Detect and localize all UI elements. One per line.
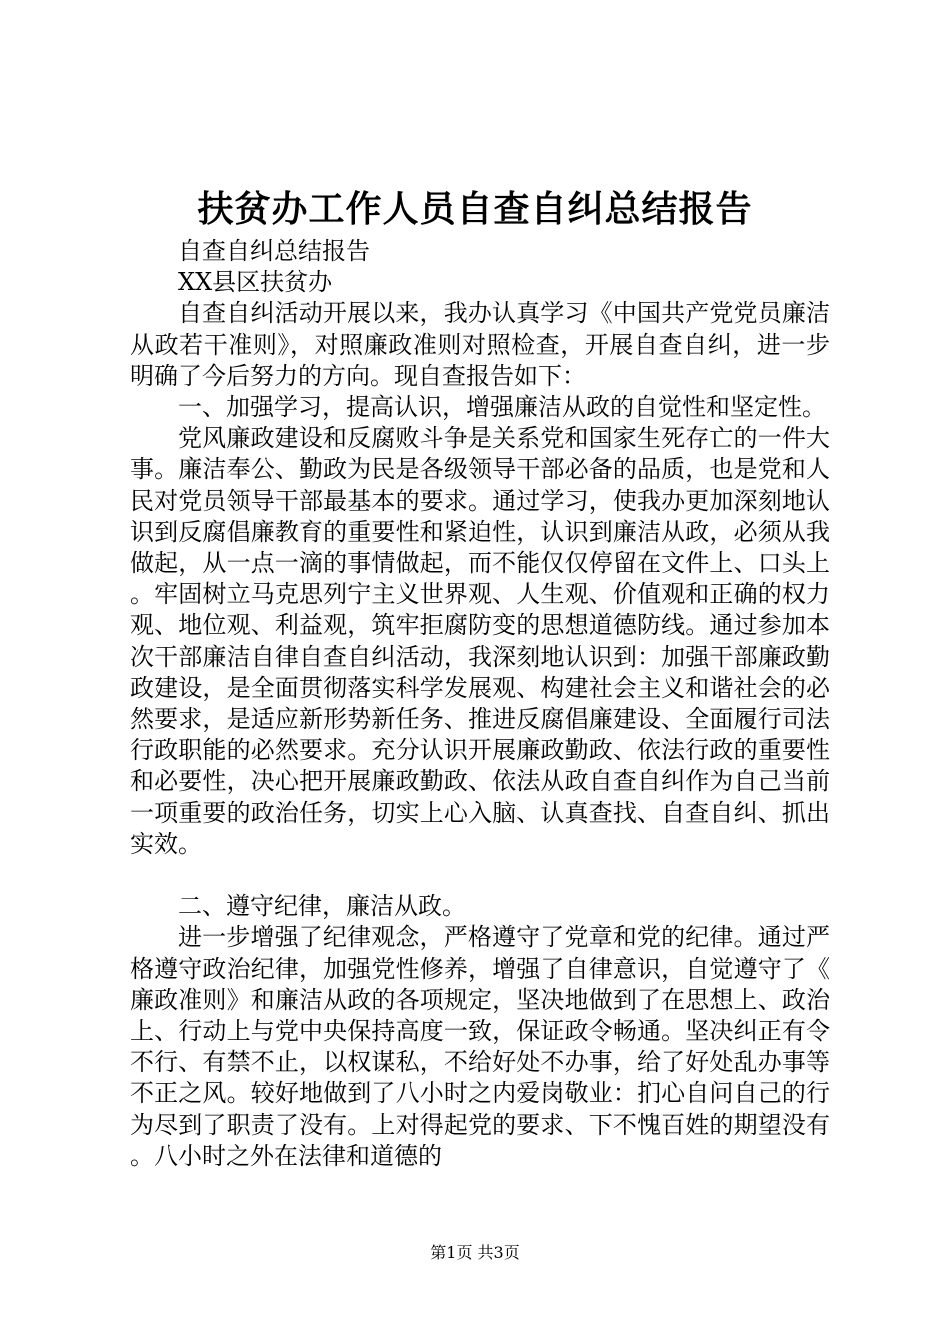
page-footer: 第1页 共3页 <box>430 1243 520 1262</box>
organization-name: XX县区扶贫办 <box>178 268 333 297</box>
intro-paragraph: 自查自纠活动开展以来，我办认真学习《中国共产党党员廉洁从政若干准则》，对照廉政准则对照检查，开展自查自纠，进一步明确了今后努力的方向。现自查报告如下： <box>130 299 830 390</box>
document-body <box>130 236 830 1172</box>
section-2-paragraph: 进一步增强了纪律观念，严格遵守了党章和党的纪律。通过严格遵守政治纪律，加强党性修养，增强了自律意识，自觉遵守了《廉政准则》和廉洁从政的各项规定，坚决地做到了在思想上、政治上、行动上与党中央保持高度一致，保证政令畅通。坚决纠正有令不行、有禁不止，以权谋私，不给好处不办事，给了好处乱办事等不正之风。较好地做到了八小时之内爱岗敬业：扪心自问自己的行为尽到了职责了没有。上对得起党的要求、下不愧百姓的期望没有。八小时之外在法律和道德的 <box>130 923 830 1170</box>
section-heading-1: 一、加强学习，提高认识，增强廉洁从政的自觉性和坚定性。 <box>178 393 826 422</box>
section-heading-2: 二、遵守纪律，廉洁从政。 <box>178 892 466 921</box>
subtitle: 自查自纠总结报告 <box>178 237 370 265</box>
paragraph-gap <box>130 860 830 891</box>
document-title: 扶贫办工作人员自查自纠总结报告 <box>197 188 753 230</box>
section-1-paragraph: 党风廉政建设和反腐败斗争是关系党和国家生死存亡的一件大事。廉洁奉公、勤政为民是各级领导干部必备的品质，也是党和人民对党员领导干部最基本的要求。通过学习，使我办更加深刻地认识到反腐倡廉教育的重要性和紧迫性，认识到廉洁从政，必须从我做起，从一点一滴的事情做起，而不能仅仅停留在文件上、口头上。牢固树立马克思列宁主义世界观、人生观、价值观和正确的权力观、地位观、利益观，筑牢拒腐防变的思想道德防线。通过参加本次干部廉洁自律自查自纠活动，我深刻地认识到：加强干部廉政勤政建设，是全面贯彻落实科学发展观、构建社会主义和谐社会的必然要求，是适应新形势新任务、推进反腐倡廉建设、全面履行司法行政职能的必然要求。充分认识开展廉政勤政、依法行政的重要性和必要性，决心把开展廉政勤政、依法从政自查自纠作为自己当前一项重要的政治任务，切实上心入脑、认真查找、自查自纠、抓出实效。 <box>130 424 830 858</box>
